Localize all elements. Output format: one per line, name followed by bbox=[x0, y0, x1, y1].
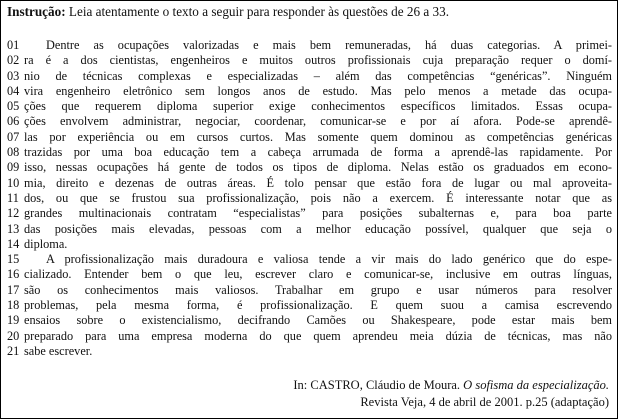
line-text: nio de técnicas complexas e especializadas – além das competências “genéricas”. Ninguém bbox=[24, 68, 612, 83]
instruction-text: Leia atentamente o texto a seguir para responder às questões de 26 a 33. bbox=[68, 4, 450, 19]
line-number: 17 bbox=[7, 282, 20, 297]
text-line bbox=[1, 344, 618, 359]
line-text: A profissionalização mais duradoura e valiosa tende a vir mais do lado genérico que do espe- bbox=[46, 252, 612, 267]
text-line bbox=[1, 114, 618, 129]
text-line bbox=[1, 313, 618, 328]
instruction bbox=[7, 3, 449, 21]
line-number: 10 bbox=[7, 175, 20, 190]
citation-publication: Revista Veja, 4 de abril de 2001. p.25 (adaptação) bbox=[360, 394, 609, 409]
text-line bbox=[1, 252, 618, 267]
line-text: dos, ou que se frustou sua profissionalização, pois não a exercem. É interessante notar que as bbox=[24, 190, 612, 205]
line-number: 09 bbox=[7, 160, 20, 175]
source-citation bbox=[293, 377, 609, 410]
line-text: vira engenheiro eletrônico sem longos anos de estudo. Mas pelo menos a metade das ocupa- bbox=[24, 83, 612, 98]
text-line bbox=[1, 99, 618, 114]
line-number: 16 bbox=[7, 267, 20, 282]
text-line bbox=[1, 84, 618, 99]
text-line bbox=[1, 38, 618, 53]
line-text: sabe escrever. bbox=[24, 343, 93, 358]
line-text: das posições mais elevadas, pessoas com a melhor educação possível, qualquer que seja o bbox=[24, 221, 612, 236]
line-number: 04 bbox=[7, 83, 20, 98]
line-text: isso, nessas ocupações há gente de todos os tipos de diploma. Nelas estão os graduados em econo- bbox=[24, 160, 612, 175]
citation-line bbox=[293, 377, 609, 394]
line-text: ensaios sobre o existencialismo, decifrando Camões ou Shakespeare, pode estar mais bem bbox=[24, 313, 612, 328]
text-line bbox=[1, 53, 618, 68]
line-text: las por experiência ou em cursos curtos. Mas somente quem dominou as competências genéricas bbox=[24, 129, 612, 144]
line-text: ções envolvem administrar, negociar, coordenar, comunicar-se e por aí afora. Pode-se aprendê- bbox=[24, 114, 612, 129]
line-text: ções que requerem diploma superior exige conhecimentos específicos limitados. Essas ocupa- bbox=[24, 99, 612, 114]
line-number: 19 bbox=[7, 313, 20, 328]
text-line bbox=[1, 160, 618, 175]
text-line bbox=[1, 206, 618, 221]
line-number: 05 bbox=[7, 99, 20, 114]
line-number: 12 bbox=[7, 206, 20, 221]
text-line bbox=[1, 283, 618, 298]
text-line bbox=[1, 176, 618, 191]
instruction-label: Instrução: bbox=[7, 4, 66, 19]
text-line bbox=[1, 237, 618, 252]
line-number: 07 bbox=[7, 129, 20, 144]
line-text: mia, direito e dezenas de outras áreas. É tolo pensar que estão fora de lugar ou mal aproveita- bbox=[24, 175, 612, 190]
line-text: trazidas por uma boa educação tem a cabeça arrumada de forma a aprendê-las rapidamente. Por bbox=[24, 145, 612, 160]
line-text: Dentre as ocupações valorizadas e mais bem remuneradas, há duas categorias. A primei- bbox=[46, 38, 612, 52]
line-text: grandes multinacionais contratam “especialistas” para posições subalternas e, para boa parte bbox=[24, 206, 612, 221]
text-line bbox=[1, 191, 618, 206]
text-body bbox=[1, 38, 618, 359]
text-line bbox=[1, 222, 618, 237]
line-number: 18 bbox=[7, 298, 20, 313]
line-number: 02 bbox=[7, 53, 20, 68]
line-text: são os conhecimentos mais valiosos. Trabalhar em grupo e usar números para resolver bbox=[24, 282, 612, 297]
citation-title: O sofisma da especialização. bbox=[463, 378, 609, 392]
line-text: cializado. Entender bem o que leu, escrever claro e comunicar-se, inclusive em outras línguas, bbox=[24, 267, 612, 282]
text-line bbox=[1, 145, 618, 160]
line-text: ra é a dos cientistas, engenheiros e muitos outros profissionais cuja preparação requer o domí- bbox=[24, 53, 612, 68]
line-number: 03 bbox=[7, 68, 20, 83]
text-line bbox=[1, 69, 618, 84]
line-text: problemas, pela mesma forma, é profissionalização. E quem suou a camisa escrevendo bbox=[24, 298, 612, 313]
line-number: 21 bbox=[7, 343, 20, 358]
line-number: 01 bbox=[7, 38, 20, 52]
line-number: 14 bbox=[7, 236, 20, 251]
line-text: diploma. bbox=[24, 236, 68, 251]
text-line bbox=[1, 130, 618, 145]
text-line bbox=[1, 267, 618, 282]
line-number: 06 bbox=[7, 114, 20, 129]
line-number: 11 bbox=[7, 190, 19, 205]
line-number: 08 bbox=[7, 145, 20, 160]
line-number: 15 bbox=[7, 252, 20, 267]
line-text: preparado para uma empresa moderna do que quem aprendeu meia dúzia de técnicas, mas não bbox=[24, 328, 612, 343]
text-line bbox=[1, 298, 618, 313]
citation-author: In: CASTRO, Cláudio de Moura. bbox=[293, 378, 461, 392]
line-number: 13 bbox=[7, 221, 20, 236]
text-line bbox=[1, 329, 618, 344]
line-number: 20 bbox=[7, 328, 20, 343]
